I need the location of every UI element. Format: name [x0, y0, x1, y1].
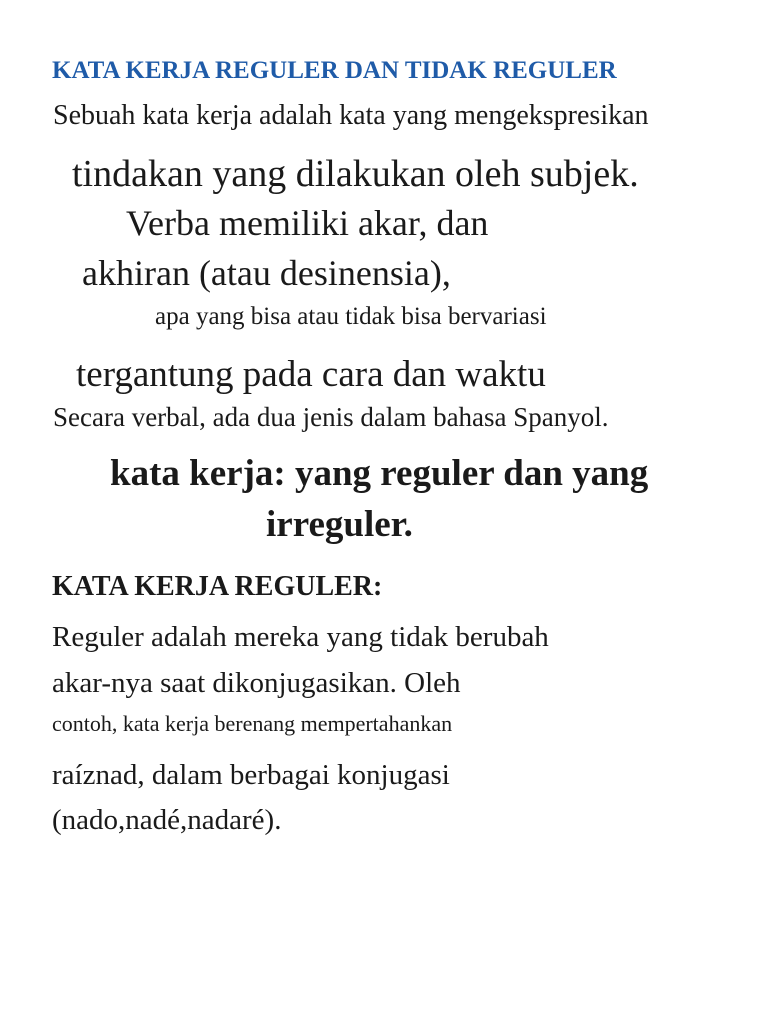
section-heading: KATA KERJA REGULER:: [52, 571, 383, 602]
intro-line-5: apa yang bisa atau tidak bisa bervariasi: [155, 303, 547, 330]
intro-line-1: Sebuah kata kerja adalah kata yang mengekspresikan: [53, 100, 649, 131]
section-line-1: Reguler adalah mereka yang tidak berubah: [52, 621, 549, 653]
document-title: KATA KERJA REGULER DAN TIDAK REGULER: [52, 57, 617, 84]
section-line-3: contoh, kata kerja berenang mempertahankan: [52, 711, 453, 736]
section-line-2: akar-nya saat dikonjugasikan. Oleh: [52, 667, 461, 699]
intro-line-6: tergantung pada cara dan waktu: [76, 354, 546, 395]
intro-line-4: akhiran (atau desinensia),: [82, 253, 451, 293]
intro-line-3: Verba memiliki akar, dan: [126, 203, 489, 243]
intro-line-2: tindakan yang dilakukan oleh subjek.: [72, 153, 639, 195]
section-line-4: raíznad, dalam berbagai konjugasi: [52, 759, 450, 791]
intro-line-7: Secara verbal, ada dua jenis dalam bahasa Spanyol.: [53, 402, 609, 432]
emphasis-line-2: irreguler.: [266, 504, 413, 545]
section-line-5: (nado,nadé,nadaré).: [52, 804, 282, 836]
emphasis-line-1: kata kerja: yang reguler dan yang: [110, 453, 649, 494]
